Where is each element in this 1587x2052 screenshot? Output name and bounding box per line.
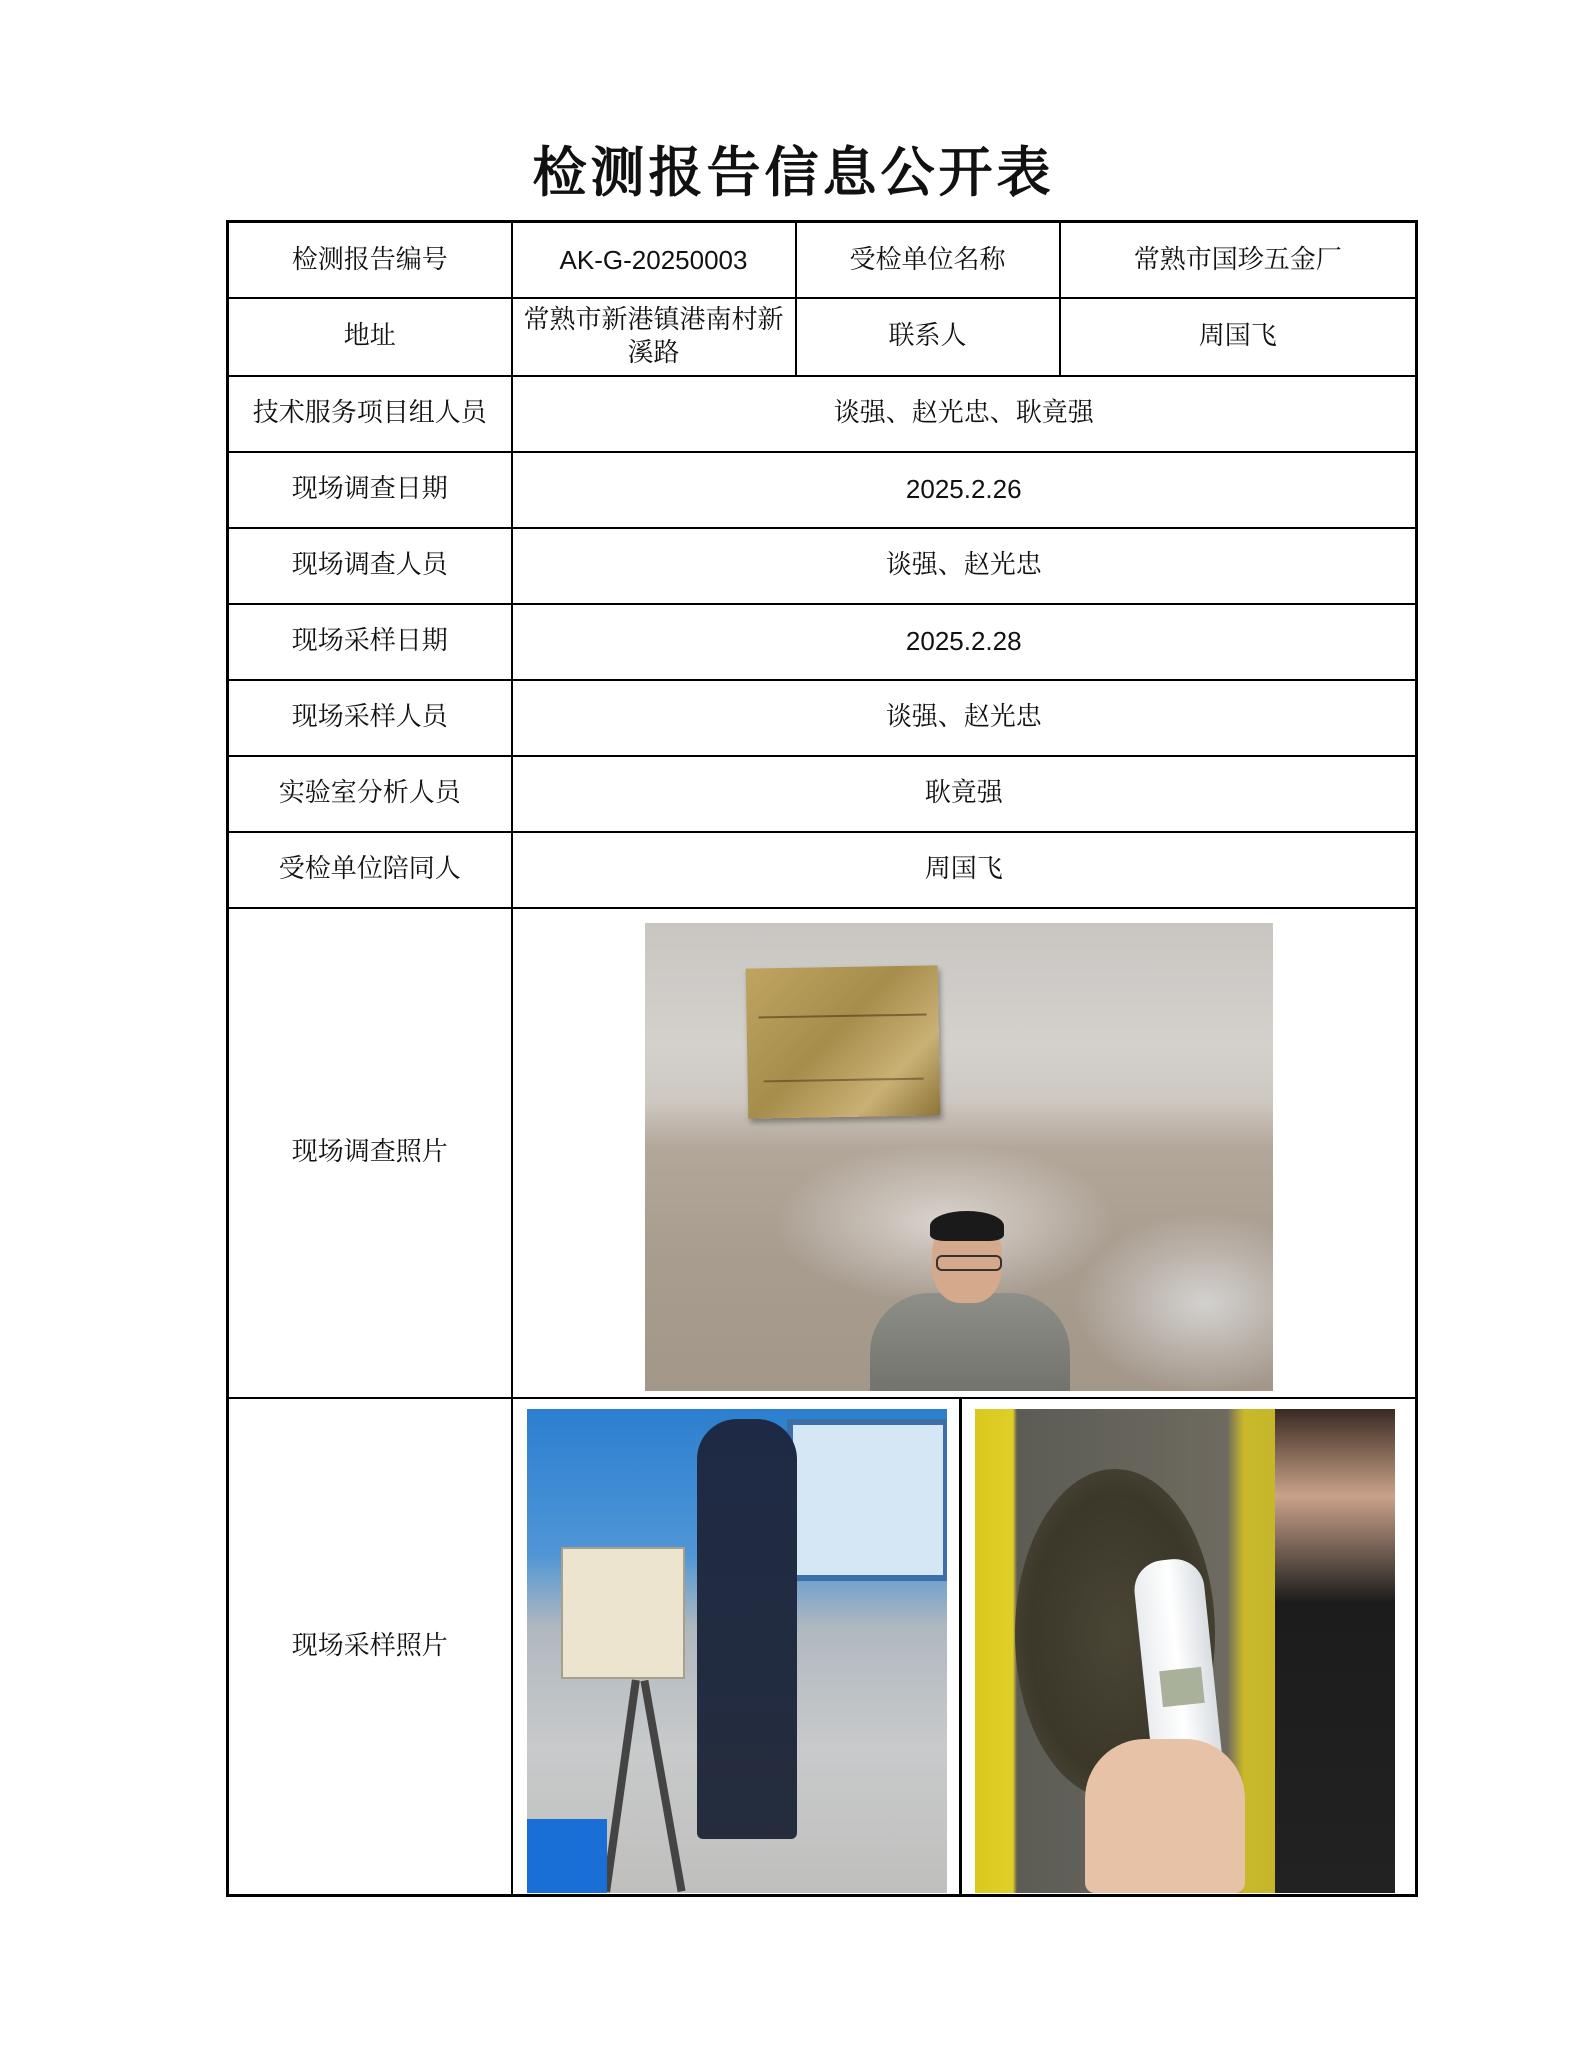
unit-name-value: 常熟市国珍五金厂	[1060, 222, 1417, 298]
sampling-staff-label: 现场采样人员	[228, 680, 512, 756]
table-row	[228, 680, 1417, 756]
table-row	[228, 908, 1417, 1398]
address-value: 常熟市新港镇港南村新溪路	[512, 298, 796, 376]
table-row	[228, 222, 1417, 298]
survey-photo	[645, 923, 1273, 1391]
contact-label: 联系人	[796, 298, 1060, 376]
survey-photo-label: 现场调查照片	[228, 908, 512, 1398]
survey-staff-label: 现场调查人员	[228, 528, 512, 604]
factory-plaque	[745, 965, 940, 1118]
sampling-date-label: 现场采样日期	[228, 604, 512, 680]
person-figure	[870, 1215, 1070, 1391]
sampling-photo-left	[527, 1409, 947, 1893]
survey-date-value: 2025.2.26	[512, 452, 1417, 528]
table-row	[228, 452, 1417, 528]
survey-photo-cell	[512, 908, 1417, 1398]
sampling-date-value: 2025.2.28	[512, 604, 1417, 680]
table-row	[228, 604, 1417, 680]
table-row	[228, 756, 1417, 832]
table-row	[228, 1398, 1417, 1896]
table-row	[228, 298, 1417, 376]
address-label: 地址	[228, 298, 512, 376]
survey-date-label: 现场调查日期	[228, 452, 512, 528]
team-label: 技术服务项目组人员	[228, 376, 512, 452]
table-row	[228, 376, 1417, 452]
unit-name-label: 受检单位名称	[796, 222, 1060, 298]
sampling-photo-cell	[512, 1398, 1417, 1896]
sampling-photo-right	[975, 1409, 1395, 1893]
report-table	[226, 220, 1418, 1897]
table-row	[228, 832, 1417, 908]
sampling-photo-label: 现场采样照片	[228, 1398, 512, 1896]
survey-staff-value: 谈强、赵光忠	[512, 528, 1417, 604]
lab-staff-label: 实验室分析人员	[228, 756, 512, 832]
team-value: 谈强、赵光忠、耿竟强	[512, 376, 1417, 452]
report-no-value: AK-G-20250003	[512, 222, 796, 298]
report-no-label: 检测报告编号	[228, 222, 512, 298]
photo-divider	[959, 1399, 962, 1895]
page-title: 检测报告信息公开表	[532, 141, 1055, 204]
table-row	[228, 528, 1417, 604]
escort-label: 受检单位陪同人	[228, 832, 512, 908]
lab-staff-value: 耿竟强	[512, 756, 1417, 832]
contact-value: 周国飞	[1060, 298, 1417, 376]
sampling-staff-value: 谈强、赵光忠	[512, 680, 1417, 756]
escort-value: 周国飞	[512, 832, 1417, 908]
